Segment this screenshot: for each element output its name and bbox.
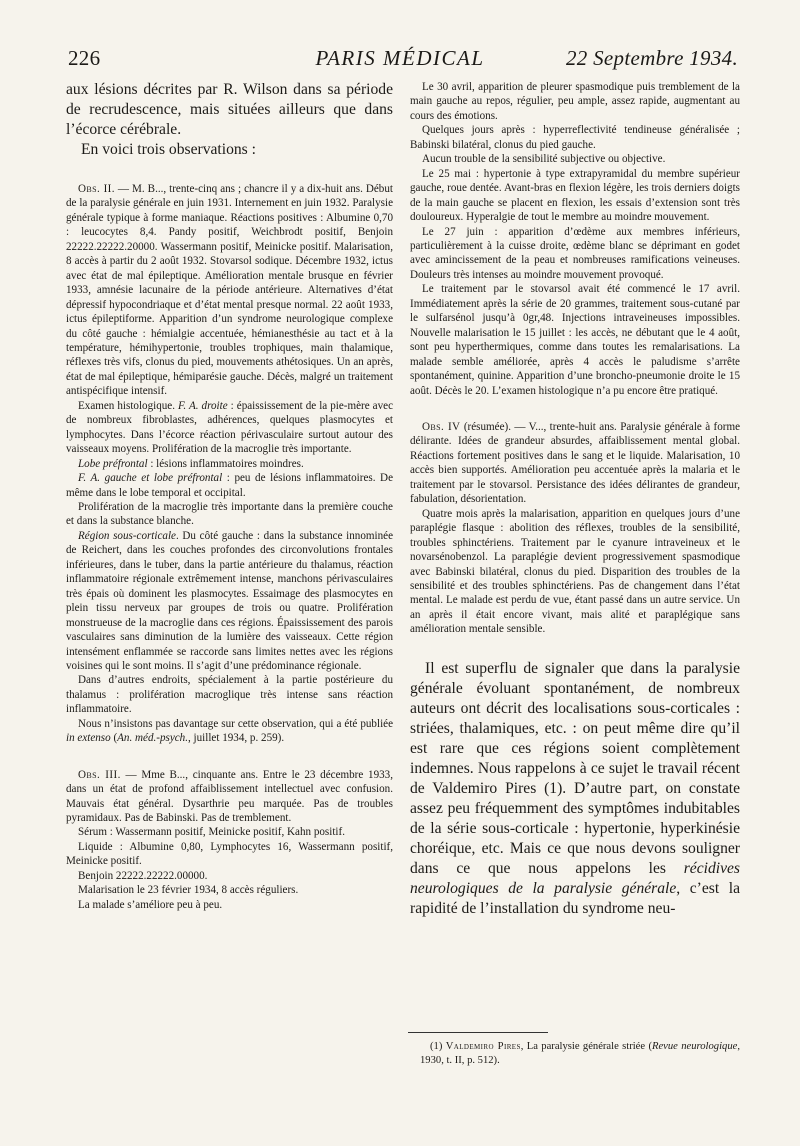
footnote-journal: Revue neurologique — [651, 1041, 738, 1052]
fa-droite-text: : épaississement de la pie-mère avec de nombreux fibroblastes, adhérences, quelques plasmocytes et lymphocytes. Dans l’écorce réaction périvasculaire surtout autour des vaisseaux moyens. Prolifération de la macroglie très importante. — [66, 399, 394, 456]
footnote-text-a: , La paralysie générale striée ( — [520, 1041, 652, 1052]
serum-line: Sérum : Wassermann positif, Meinicke positif, Kahn positif. — [78, 826, 345, 839]
region-text: . Du côté gauche : dans la substance innominée de Reichert, dans les couches profondes des circonvolutions frontales inférieures, dans le tuber, dans la partie antérieure du thalamus, réaction inflammatoire régionale extrêmement intense, manchons périvasculaires très épais où dominent les plasmocytes. Essaimage des plasmocytes en plein tissu nerveux par groupes de trois ou quatre. Prolifération monstrueuse de la macroglie dans ces régions. Épaississement des parois vasculaires sans diminution de la lumière des vaisseaux. Cette région intensément enflammée se raccorde sans limites nettes avec les régions voisines qui le sont moins. Il s’agit d’une prédominance régionale. — [66, 529, 393, 672]
amelioration-line: La malade s’améliore peu à peu. — [78, 898, 223, 911]
right-paragraph-1: Le 30 avril, apparition de pleurer spasmodique puis tremblement de la main gauche au repos, régulier, peu ample, assez rapide, augmentant au cours des émotions. — [410, 81, 740, 122]
obs-3-label: Obs. III. — [78, 768, 121, 781]
nous-text-c: , juillet 1934, p. 259). — [188, 732, 285, 745]
benjoin-line: Benjoin 22222.22222.00000. — [78, 869, 208, 882]
journal-title: PARIS MÉDICAL — [315, 46, 485, 70]
dautres-endroits: Dans d’autres endroits, spécialement à la partie postérieure du thalamus : prolifération macroglique très intense sans réaction inflammatoire. — [66, 674, 393, 716]
right-column — [410, 80, 740, 919]
obs-3-text: — Mme B..., cinquante ans. Entre le 23 décembre 1933, dans un état de profond affaiblissement intellectuel avec confusion. Mauvais état général. Dysarthrie peu marquée. Pas de troubles pyramidaux. Pas de Babinski. Pas de tremblement. — [66, 768, 393, 825]
right-paragraph-4: Le 25 mai : hypertonie à type extrapyramidal du membre supérieur gauche, roue dentée. Avant-bras en flexion légère, les trois derniers doigts de la main gauche se placent en flexion, les essais d’extension sont très douloureux. Hyperalgie de tout le membre au moindre mouvement. — [410, 167, 740, 224]
obs-2-text: — M. B..., trente-cinq ans ; chancre il y a dix-huit ans. Début de la paralysie générale en juin 1931. Internement en juin 1932. Paralysie générale typique à forme maniaque. Réactions positives : Albumine 0,70 : leucocytes 8,4. Pandy positif, Weichbrodt positif, Benjoin 22222.22222.20000. Wassermann positif, Meinicke positif. Malarisation, 8 accès à partir du 2 août 1932. Stovarsol sodique. Décembre 1932, ictus avec état de mal épileptique. Amélioration mentale brusque en février 1933, amnésie lacunaire de la période antérieure. Alternatives d’état dépressif hypocondriaque et d’état mental presque normal. 22 août 1933, ictus épileptiforme. Apparition d’un syndrome neurologique complexe du côté gauche : hémialgie accentuée, hémianesthésie au tact et à la température, hémihypertonie, troubles trophiques, main thalamique, réflexes très vifs, clonus du pied, mouvements athétosiques. Un an après, état de mal épileptique, hémiparésie gauche. Décès, malgré un traitement antispécifique intensif. — [66, 183, 393, 398]
exam-histologique — [66, 399, 393, 457]
exam-label: Examen histologique. — [78, 399, 175, 412]
footnote — [420, 1040, 740, 1068]
page-header — [60, 46, 740, 76]
right-paragraph-5: Le 27 juin : apparition d’œdème aux membres inférieurs, particulièrement à la cuisse droite, œdème blanc se déprimant en godet avec amincissement de la peau et nombreuses ramifications veineuses. Douleurs très intenses au moindre mouvement provoqué. — [410, 225, 740, 281]
right-paragraph-2: Quelques jours après : hyperreflectivité tendineuse généralisée ; Babinski bilatéral, clonus du pied gauche. — [410, 124, 740, 151]
malarisation-line: Malarisation le 23 février 1934, 8 accès réguliers. — [78, 884, 299, 897]
footnote-rule — [408, 1032, 548, 1033]
lead-paragraph: En voici trois observations : — [81, 141, 256, 158]
intro-paragraph: aux lésions décrites par R. Wilson dans sa période de recrudescence, mais situées ailleurs que dans l’écorce cérébrale. — [66, 81, 393, 138]
right-paragraph-6: Le traitement par le stovarsol avait été commencé le 17 avril. Immédiatement après la série de 20 grammes, traitement sous-cutané par le sulfarsénol jusqu’à 0gr,48. Injections intraveineuses impossibles. Nouvelle malarisation le 15 juillet : les accès, ne débutant que le 4 août, sont peu hyperthermiques, comme dans toutes les remalarisations. La malade semble améliorée, après 4 accès le paludisme s’arrête spontanément, quinine. Apparition d’une broncho-pneumonie droite le 15 août. Décès le 20. L’examen histologique n’a pu encore être pratiqué. — [410, 283, 740, 397]
page-number: 226 — [68, 46, 101, 70]
nous-text-b: ( — [110, 732, 118, 745]
discussion-paragraph — [410, 659, 740, 919]
lobe-label: Lobe préfrontal — [78, 457, 148, 470]
issue-date: 22 Septembre 1934. — [565, 46, 738, 70]
nous-text-italic: in extenso — [66, 732, 111, 745]
right-paragraph-7: Quatre mois après la malarisation, apparition en quelques jours d’une paraplégie flasque : abolition des réflexes, troubles de la sensibilité, troubles sphinctériens. Traitement par le cyanure intraveineux et le novarsénobenzol. La paraplégie devient progressivement spasmodique avec Babinski bilatéral, clonus du pied. Disparition des troubles de la sensibilité et des troubles sphinctériens. Pas de changement dans l’état mental. Le malade est perdu de vue, étant passé dans un autre service. Un an après il était encore vivant, mais alité et paraplégique sans amélioration mentale sensible. — [410, 507, 740, 636]
obs-4-text: (résumée). — V..., trente-huit ans. Paralysie générale à forme délirante. Idées de grandeur absurdes, affaiblissement mental global. Réactions fortement positives dans le sang et le liquide. Malarisation, 10 accès bien supportés. Amélioration peu accentuée après la malaria et le traitement par le stovarsol. Persistance des idées délirantes de grandeur, fabulation, désorientation. — [410, 420, 740, 506]
obs-2-label: Obs. II. — [78, 183, 115, 195]
region-sous-corticale — [66, 529, 393, 674]
fa-gauche — [66, 471, 393, 500]
nous-text-a: Nous n’insistons pas davantage sur cette observation, qui a été publiée — [78, 717, 393, 730]
proliferation-paragraph: Prolifération de la macroglie très importante dans la première couche et dans la substance blanche. — [66, 500, 393, 528]
fa-gauche-label: F. A. gauche et lobe préfrontal — [78, 472, 223, 485]
observation-2 — [66, 182, 393, 399]
liquide-line: Liquide : Albumine 0,80, Lymphocytes 16, Wassermann positif, Meinicke positif. — [66, 840, 393, 868]
observation-3 — [66, 768, 393, 826]
fa-droite-label: F. A. droite — [178, 399, 228, 412]
observation-4 — [410, 420, 740, 507]
right-paragraph-3: Aucun trouble de la sensibilité subjective ou objective. — [422, 153, 666, 166]
footnote-author: Valdemiro Pires — [445, 1041, 521, 1052]
fa-gauche-text: : peu de lésions inflammatoires. De même dans le lobe temporal et occipital. — [66, 472, 393, 499]
left-column — [66, 80, 393, 912]
footnote-number: (1) — [430, 1041, 446, 1052]
region-label: Région sous-corticale — [78, 529, 176, 542]
discussion-italic: récidives neurologiques de la paralysie générale — [410, 859, 740, 897]
lobe-prefrontal — [66, 457, 393, 471]
lobe-text: : lésions inflammatoires moindres. — [147, 457, 304, 470]
nous-journal: An. méd.-psych. — [117, 732, 188, 745]
discussion-text-a: Il est superflu de signaler que dans la paralysie générale évoluant spontanément, de nombreux auteurs ont décrit des localisations sous-corticales : striées, thalamiques, etc. : on peut même dire qu’il est rare que ces régions soient complètement indemnes. Nous rappelons à ce sujet le travail récent de Valdemiro Pires (1). D’autre part, on constate assez peu fréquemment des symptômes indubitables de la série sous-corticale : hypertonie, hyperkinésie choréique, etc. Mais ce que nous devons souligner dans ce que nous appelons les — [410, 659, 740, 877]
nous-ninsistons — [66, 717, 393, 746]
obs-4-label: Obs. IV — [422, 420, 461, 433]
discussion-text-b: , c’est la rapidité de l’installation du syndrome neu- — [410, 879, 740, 917]
footnote-text-b: , 1930, t. II, p. 512). — [420, 1041, 740, 1066]
